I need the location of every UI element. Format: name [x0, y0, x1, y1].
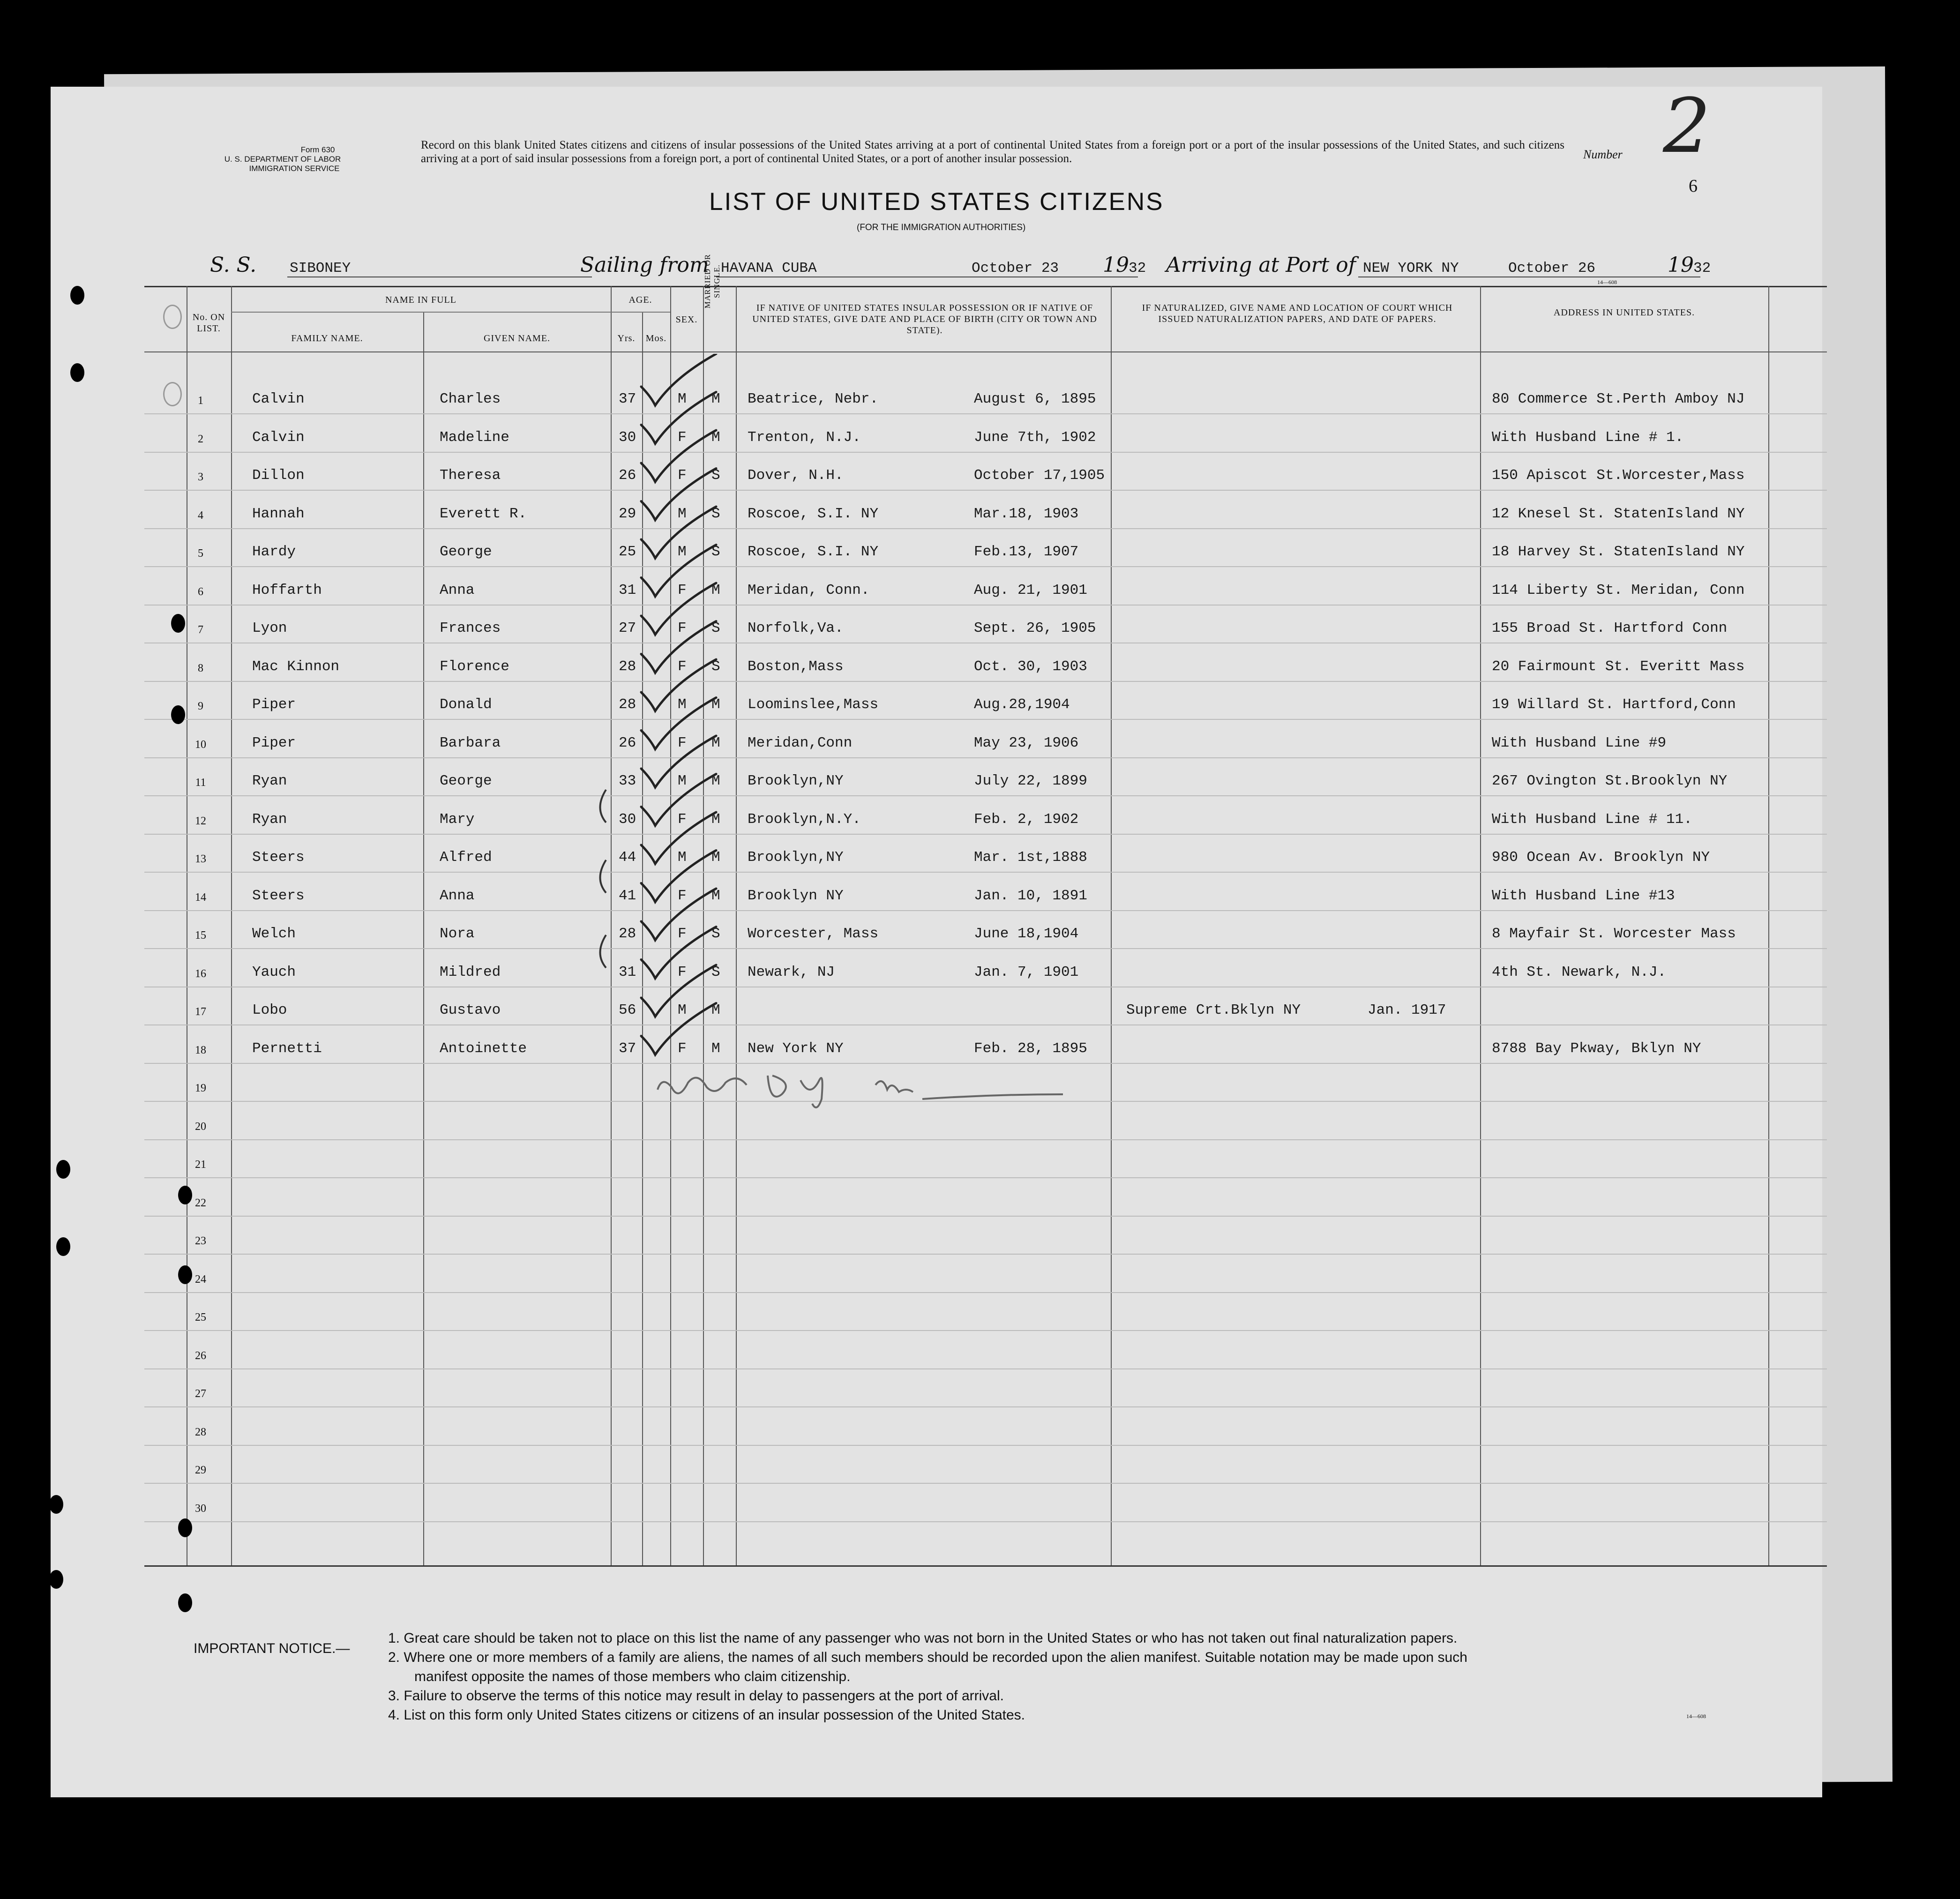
notice-item-2a: 2. Where one or more members of a family are aliens, the names of all such members should be recorded upon the alien manifest. Suitable notation may be made upon such	[388, 1650, 1467, 1665]
birth-place: Beatrice, Nebr.	[748, 391, 879, 407]
birth-place: Loominslee,Mass	[748, 696, 879, 713]
punch-hole	[178, 1265, 192, 1284]
sex: F	[678, 658, 687, 675]
birth-date: May 23, 1906	[974, 735, 1079, 751]
punch-hole	[56, 1237, 70, 1256]
notice-item-2b: manifest opposite the names of those members who claim citizenship.	[414, 1669, 851, 1684]
col-married: MARRIED OR SINGLE.	[703, 254, 721, 309]
col-mos: Mos.	[645, 333, 667, 344]
form-title: LIST OF UNITED STATES CITIZENS	[709, 188, 1164, 216]
row-rule	[144, 1330, 1827, 1331]
marital-status: S	[711, 964, 720, 980]
family-name: Ryan	[252, 811, 287, 828]
form-number: Form 630	[300, 145, 335, 154]
given-name: Anna	[440, 582, 475, 598]
col-birth: IF NATIVE OF UNITED STATES INSULAR POSSESSION OR IF NATIVE OF UNITED STATES, GIVE DATE AND PLACE OF BIRTH (CITY OR TOWN AND STATE).	[752, 303, 1097, 336]
row-number: 28	[195, 1426, 206, 1438]
family-name: Steers	[252, 888, 305, 904]
given-name: Frances	[440, 620, 501, 636]
age-years: 41	[619, 888, 636, 904]
family-name: Lyon	[252, 620, 287, 636]
row-number: 7	[198, 624, 203, 636]
marital-status: M	[711, 1002, 720, 1018]
family-name: Ryan	[252, 773, 287, 789]
marital-status: S	[711, 620, 720, 636]
punch-hole	[56, 1160, 70, 1179]
given-name: Gustavo	[440, 1002, 501, 1018]
row-rule	[144, 1139, 1827, 1140]
birth-date: August 6, 1895	[974, 391, 1096, 407]
sex: F	[678, 467, 687, 484]
birth-place: Brooklyn,NY	[748, 849, 844, 866]
sex: F	[678, 620, 687, 636]
handwritten-note	[651, 1052, 1119, 1118]
row-number: 29	[195, 1464, 206, 1476]
family-name: Steers	[252, 849, 305, 866]
row-rule	[144, 719, 1827, 720]
family-name: Hardy	[252, 544, 296, 560]
address: 150 Apiscot St.Worcester,Mass	[1492, 467, 1745, 484]
notice-heading: IMPORTANT NOTICE.—	[194, 1641, 350, 1656]
row-rule	[144, 452, 1827, 453]
given-name: Antoinette	[440, 1040, 527, 1057]
age-years: 25	[619, 544, 636, 560]
row-rule	[144, 1254, 1827, 1255]
footer-mark: 14—608	[1686, 1713, 1706, 1720]
birth-date: July 22, 1899	[974, 773, 1087, 789]
birth-place: Norfolk,Va.	[748, 620, 844, 636]
col-given-name: GIVEN NAME.	[483, 333, 551, 344]
birth-date: Mar. 1st,1888	[974, 849, 1087, 866]
year-printed-1: 19	[1103, 253, 1129, 277]
row-number: 13	[195, 853, 206, 865]
punch-hole	[49, 1570, 63, 1589]
row-number: 23	[195, 1235, 206, 1247]
address: With Husband Line #13	[1492, 888, 1675, 904]
punch-hole	[171, 614, 185, 633]
age-years: 37	[619, 1040, 636, 1057]
birth-place: Meridan,Conn	[748, 735, 853, 751]
age-years: 33	[619, 773, 636, 789]
row-number: 21	[195, 1159, 206, 1171]
address: 4th St. Newark, N.J.	[1492, 964, 1667, 980]
printer-mark: 14—608	[1597, 279, 1617, 285]
row-number: 10	[195, 739, 206, 751]
family-name: Mac Kinnon	[252, 658, 340, 675]
age-years: 44	[619, 849, 636, 866]
row-number: 16	[195, 968, 206, 980]
row-number: 3	[198, 471, 203, 483]
marital-status: M	[711, 773, 720, 789]
row-rule	[144, 1024, 1827, 1025]
row-rule	[144, 681, 1827, 682]
birth-place: New York NY	[748, 1040, 844, 1057]
age-years: 28	[619, 696, 636, 713]
sex: F	[678, 735, 687, 751]
birth-place: Meridan, Conn.	[748, 582, 870, 598]
row-number: 18	[195, 1044, 206, 1056]
given-name: Florence	[440, 658, 509, 675]
birth-date: Feb. 2, 1902	[974, 811, 1079, 828]
birth-place: Worcester, Mass	[748, 926, 879, 942]
given-name: Theresa	[440, 467, 501, 484]
row-number: 12	[195, 815, 206, 827]
age-years: 56	[619, 1002, 636, 1018]
family-name: Yauch	[252, 964, 296, 980]
row-rule	[144, 872, 1827, 873]
birth-place: Roscoe, S.I. NY	[748, 506, 879, 522]
row-number: 1	[198, 395, 203, 407]
age-years: 30	[619, 811, 636, 828]
service: IMMIGRATION SERVICE	[249, 164, 340, 173]
notice-item-3: 3. Failure to observe the terms of this notice may result in delay to passengers at the port of arrival.	[388, 1688, 1004, 1704]
marital-status: S	[711, 544, 720, 560]
punch-hole	[70, 286, 84, 305]
address: 12 Knesel St. StatenIsland NY	[1492, 506, 1745, 522]
given-name: Mildred	[440, 964, 501, 980]
row-number: 11	[195, 777, 206, 789]
row-number: 4	[198, 509, 203, 522]
age-years: 28	[619, 926, 636, 942]
sex: F	[678, 429, 687, 446]
punch-hole	[178, 1186, 192, 1204]
punch-hole	[171, 705, 185, 724]
row-number: 24	[195, 1273, 206, 1286]
given-name: Alfred	[440, 849, 492, 866]
row-rule	[144, 948, 1827, 949]
year-typed-2: 32	[1693, 260, 1711, 277]
sex: M	[678, 696, 687, 713]
given-name: Anna	[440, 888, 475, 904]
birth-date: June 7th, 1902	[974, 429, 1096, 446]
punch-hole	[70, 363, 84, 382]
address: 20 Fairmount St. Everitt Mass	[1492, 658, 1745, 675]
birth-date: Aug. 21, 1901	[974, 582, 1087, 598]
sex: M	[678, 391, 687, 407]
family-name: Hannah	[252, 506, 305, 522]
row-rule	[144, 1483, 1827, 1484]
sex: M	[678, 849, 687, 866]
address: 980 Ocean Av. Brooklyn NY	[1492, 849, 1710, 866]
ship-name: SIBONEY	[290, 260, 351, 277]
form-subtitle: (FOR THE IMMIGRATION AUTHORITIES)	[857, 223, 1026, 232]
manifest-sheet	[51, 82, 1822, 1797]
number-value: 2	[1663, 82, 1711, 170]
age-years: 26	[619, 735, 636, 751]
row-number: 26	[195, 1350, 206, 1362]
birth-place: Dover, N.H.	[748, 467, 844, 484]
notice-item-1: 1. Great care should be taken not to place on this list the name of any passenger who was not born in the United States or who has not taken out final naturalization papers.	[388, 1630, 1458, 1646]
row-rule	[144, 1521, 1827, 1522]
row-number: 15	[195, 929, 206, 942]
sex: F	[678, 811, 687, 828]
col-no: No. ON LIST.	[192, 312, 225, 334]
marital-status: M	[711, 696, 720, 713]
marital-status: M	[711, 582, 720, 598]
birth-date: Feb.13, 1907	[974, 544, 1079, 560]
row-number: 9	[198, 700, 203, 712]
address: 80 Commerce St.Perth Amboy NJ	[1492, 391, 1745, 407]
notice-item-4: 4. List on this form only United States citizens or citizens of an insular possession of the United States.	[388, 1707, 1025, 1723]
marital-status: M	[711, 1040, 720, 1057]
age-years: 30	[619, 429, 636, 446]
age-years: 27	[619, 620, 636, 636]
sex: F	[678, 888, 687, 904]
row-rule	[144, 910, 1827, 911]
address: With Husband Line #9	[1492, 735, 1667, 751]
page-stamp: 6	[1689, 176, 1698, 196]
arriving-port: NEW YORK NY	[1363, 260, 1459, 277]
sex: F	[678, 1040, 687, 1057]
marital-status: M	[711, 735, 720, 751]
given-name: Mary	[440, 811, 475, 828]
birth-place: Brooklyn,NY	[748, 773, 844, 789]
row-number: 22	[195, 1197, 206, 1209]
col-sex: SEX.	[675, 314, 698, 325]
sex: F	[678, 964, 687, 980]
row-number: 2	[198, 433, 203, 445]
birth-place: Roscoe, S.I. NY	[748, 544, 879, 560]
row-rule	[144, 834, 1827, 835]
department: U. S. DEPARTMENT OF LABOR	[224, 155, 341, 164]
sex: M	[678, 544, 687, 560]
sex: M	[678, 1002, 687, 1018]
address: 267 Ovington St.Brooklyn NY	[1492, 773, 1728, 789]
sex: M	[678, 506, 687, 522]
marital-status: S	[711, 467, 720, 484]
sailing-date: October 23	[972, 260, 1059, 277]
arriving-label: Arriving at Port of	[1166, 253, 1356, 277]
ss-label: S. S.	[210, 253, 257, 277]
year-printed-2: 19	[1668, 253, 1694, 277]
address: With Husband Line # 11.	[1492, 811, 1692, 828]
birth-place: Newark, NJ	[748, 964, 835, 980]
given-name: Barbara	[440, 735, 501, 751]
family-brackets	[592, 785, 611, 972]
birth-place: Brooklyn,N.Y.	[748, 811, 861, 828]
intro-text: Record on this blank United States citizens and citizens of insular possessions of the United States arriving at a port of continental United States from a foreign port or a port of the insular possessions of the United States, and such citizens arriving at a port of said insular possessions from a foreign port, a port of continental United States, or a port of another insular possession.	[421, 139, 1564, 165]
marital-status: S	[711, 926, 720, 942]
birth-place: Trenton, N.J.	[748, 429, 861, 446]
address: 8788 Bay Pkway, Bklyn NY	[1492, 1040, 1701, 1057]
row-number: 5	[198, 547, 203, 560]
address: 19 Willard St. Hartford,Conn	[1492, 696, 1736, 713]
col-name-in-full: NAME IN FULL	[385, 295, 456, 305]
age-years: 28	[619, 658, 636, 675]
family-name: Welch	[252, 926, 296, 942]
family-name: Calvin	[252, 391, 305, 407]
row-rule	[144, 1368, 1827, 1369]
punch-hole	[49, 1495, 63, 1514]
punch-hole	[163, 382, 182, 406]
row-number: 6	[198, 586, 203, 598]
row-rule	[144, 490, 1827, 491]
marital-status: M	[711, 888, 720, 904]
row-rule	[144, 1216, 1827, 1217]
row-rule	[144, 1177, 1827, 1178]
punch-hole	[178, 1518, 192, 1537]
family-name: Pernetti	[252, 1040, 322, 1057]
birth-date: Jan. 10, 1891	[974, 888, 1087, 904]
row-number: 17	[195, 1006, 206, 1018]
sex: F	[678, 582, 687, 598]
family-name: Calvin	[252, 429, 305, 446]
birth-date: October 17,1905	[974, 467, 1105, 484]
age-years: 37	[619, 391, 636, 407]
col-address: ADDRESS IN UNITED STATES.	[1553, 307, 1695, 318]
birth-date: June 18,1904	[974, 926, 1079, 942]
marital-status: S	[711, 506, 720, 522]
row-rule	[144, 795, 1827, 796]
col-naturalized: IF NATURALIZED, GIVE NAME AND LOCATION OF COURT WHICH ISSUED NATURALIZATION PAPERS, AND DATE OF PAPERS.	[1142, 303, 1453, 324]
punch-hole	[163, 305, 182, 329]
given-name: George	[440, 773, 492, 789]
age-years: 31	[619, 964, 636, 980]
row-rule	[144, 566, 1827, 567]
row-rule	[144, 528, 1827, 529]
birth-date: Oct. 30, 1903	[974, 658, 1087, 675]
birth-place: Brooklyn NY	[748, 888, 844, 904]
row-rule	[144, 757, 1827, 758]
birth-date: Sept. 26, 1905	[974, 620, 1096, 636]
row-number: 8	[198, 662, 203, 674]
naturalization-date: Jan. 1917	[1368, 1002, 1446, 1018]
col-age: AGE.	[628, 295, 652, 305]
marital-status: S	[711, 658, 720, 675]
sex: F	[678, 926, 687, 942]
given-name: Donald	[440, 696, 492, 713]
given-name: Nora	[440, 926, 475, 942]
birth-place: Boston,Mass	[748, 658, 844, 675]
row-rule	[144, 413, 1827, 414]
handwritten-note-text	[655, 1066, 730, 1077]
naturalization-court: Supreme Crt.Bklyn NY	[1126, 1002, 1301, 1018]
number-label: Number	[1583, 148, 1623, 161]
col-yrs: Yrs.	[617, 333, 636, 344]
sailing-label: Sailing from	[580, 253, 709, 277]
given-name: Charles	[440, 391, 501, 407]
row-rule	[144, 605, 1827, 606]
birth-date: Mar.18, 1903	[974, 506, 1079, 522]
given-name: Madeline	[440, 429, 509, 446]
marital-status: M	[711, 811, 720, 828]
row-number: 20	[195, 1121, 206, 1133]
birth-date: Feb. 28, 1895	[974, 1040, 1087, 1057]
row-number: 25	[195, 1311, 206, 1323]
punch-hole	[178, 1593, 192, 1612]
sailing-from: HAVANA CUBA	[721, 260, 817, 277]
birth-date: Aug.28,1904	[974, 696, 1070, 713]
sex: M	[678, 773, 687, 789]
arriving-date: October 26	[1508, 260, 1596, 277]
address: 8 Mayfair St. Worcester Mass	[1492, 926, 1736, 942]
family-name: Dillon	[252, 467, 305, 484]
birth-date: Jan. 7, 1901	[974, 964, 1079, 980]
inspector-check-marks	[636, 354, 800, 1160]
year-typed-1: 32	[1129, 260, 1146, 277]
age-years: 26	[619, 467, 636, 484]
address: 18 Harvey St. StatenIsland NY	[1492, 544, 1745, 560]
given-name: Everett R.	[440, 506, 527, 522]
row-number: 30	[195, 1503, 206, 1515]
row-rule	[144, 1445, 1827, 1446]
marital-status: M	[711, 849, 720, 866]
row-rule	[144, 1406, 1827, 1407]
family-name: Hoffarth	[252, 582, 322, 598]
age-years: 31	[619, 582, 636, 598]
address: 114 Liberty St. Meridan, Conn	[1492, 582, 1745, 598]
marital-status: M	[711, 429, 720, 446]
row-number: 19	[195, 1082, 206, 1094]
col-family-name: FAMILY NAME.	[291, 333, 363, 344]
age-years: 29	[619, 506, 636, 522]
address: With Husband Line # 1.	[1492, 429, 1684, 446]
family-name: Piper	[252, 696, 296, 713]
marital-status: M	[711, 391, 720, 407]
family-name: Lobo	[252, 1002, 287, 1018]
address: 155 Broad St. Hartford Conn	[1492, 620, 1728, 636]
family-name: Piper	[252, 735, 296, 751]
given-name: George	[440, 544, 492, 560]
row-rule	[144, 1292, 1827, 1293]
row-number: 27	[195, 1388, 206, 1400]
row-number: 14	[195, 891, 206, 904]
